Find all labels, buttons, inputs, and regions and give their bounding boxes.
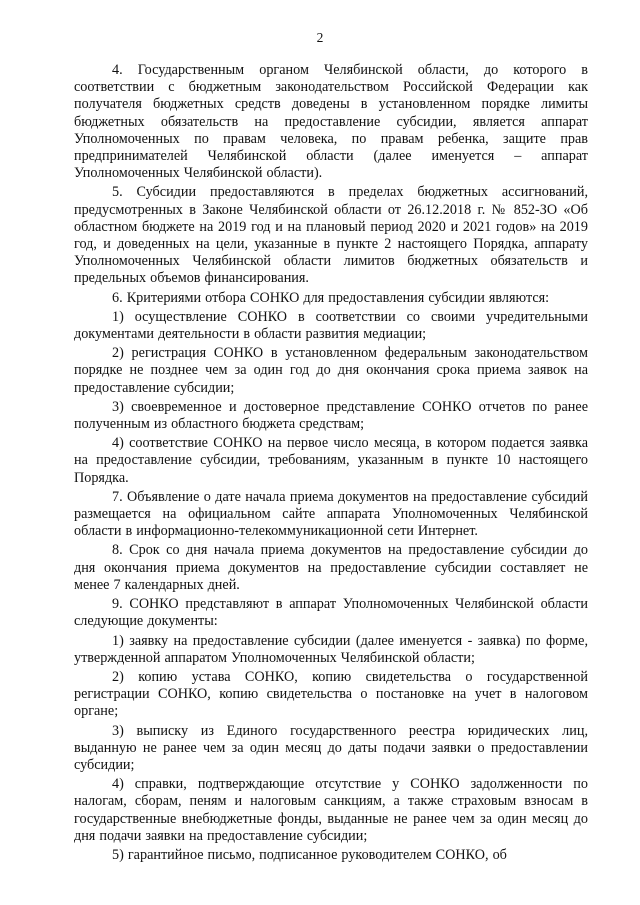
criterion-3: 3) своевременное и достоверное представление СОНКО отчетов по ранее полученным из областного бюджета средствам;: [74, 398, 588, 433]
criterion-1: 1) осуществление СОНКО в соответствии со своими учредительными документами деятельности в области развития медиации;: [74, 308, 588, 343]
criterion-2: 2) регистрация СОНКО в установленном федеральным законодательством порядке не позднее чем за один год до дня окончания срока приема заявок на предоставление субсидии;: [74, 345, 588, 396]
document-list-5: 5) гарантийное письмо, подписанное руководителем СОНКО, об: [112, 846, 507, 863]
paragraph-item-8: 8. Срок со дня начала приема документов на предоставление субсидии до дня окончания приема документов на предоставление субсидии составляет не менее 7 календарных дней.: [74, 542, 588, 593]
paragraph-item-9: 9. СОНКО представляют в аппарат Уполномоченных Челябинской области следующие документы:: [74, 596, 588, 630]
criterion-4: 4) соответствие СОНКО на первое число месяца, в котором подается заявка на предоставление субсидии, требованиям, указанным в пункте 10 настоящего Порядка.: [74, 435, 588, 486]
paragraph-item-5: 5. Субсидии предоставляются в пределах бюджетных ассигнований, предусмотренных в Законе Челябинской области от 26.12.2018 г. № 852-ЗО «Об областном бюджете на 2019 год и на плановый период 2020 и 2021 годов» на 2019 год, и доведенных на цели, указанные в пункте 2 настоящего Порядка, аппарату Уполномоченных Челябинской области лимитов бюджетных обязательств и предельных объемов финансирования.: [74, 184, 588, 287]
document-list-1: 1) заявку на предоставление субсидии (далее именуется - заявка) по форме, утвержденной аппаратом Уполномоченных Челябинской области;: [74, 632, 588, 666]
paragraph-item-6: 6. Критериями отбора СОНКО для предоставления субсидии являются:: [112, 289, 550, 306]
page-number: 2: [316, 30, 324, 45]
paragraph-item-4: 4. Государственным органом Челябинской области, до которого в соответствии с бюджетным законодательством Российской Федерации как получателя бюджетных средств доведены в установленном порядке лимиты бюджетных обязательств на предоставление субсидии, является аппарат Уполномоченных по правам человека, по правам ребенка, защите прав предпринимателей Челябинской области (далее именуется – аппарат Уполномоченных Челябинской области).: [74, 62, 588, 182]
document-list-2: 2) копию устава СОНКО, копию свидетельства о государственной регистрации СОНКО, копию свидетельства о постановке на учет в налоговом органе;: [74, 668, 588, 720]
document-list-3: 3) выписку из Единого государственного реестра юридических лиц, выданную не ранее чем за один месяц до даты подачи заявки о предоставлении субсидии;: [74, 722, 588, 773]
paragraph-item-7: 7. Объявление о дате начала приема документов на предоставление субсидий размещается на официальном сайте аппарата Уполномоченных Челябинской области в информационно-телекоммуникационной сети Интернет.: [74, 488, 588, 540]
document-list-4: 4) справки, подтверждающие отсутствие у СОНКО задолженности по налогам, сборам, пеням и налоговым санкциям, а также страховым взносам в государственные внебюджетные фонды, выданные не ранее чем за один месяц до дня подачи заявки на предоставление субсидии;: [74, 776, 588, 844]
document-body: [74, 62, 588, 866]
